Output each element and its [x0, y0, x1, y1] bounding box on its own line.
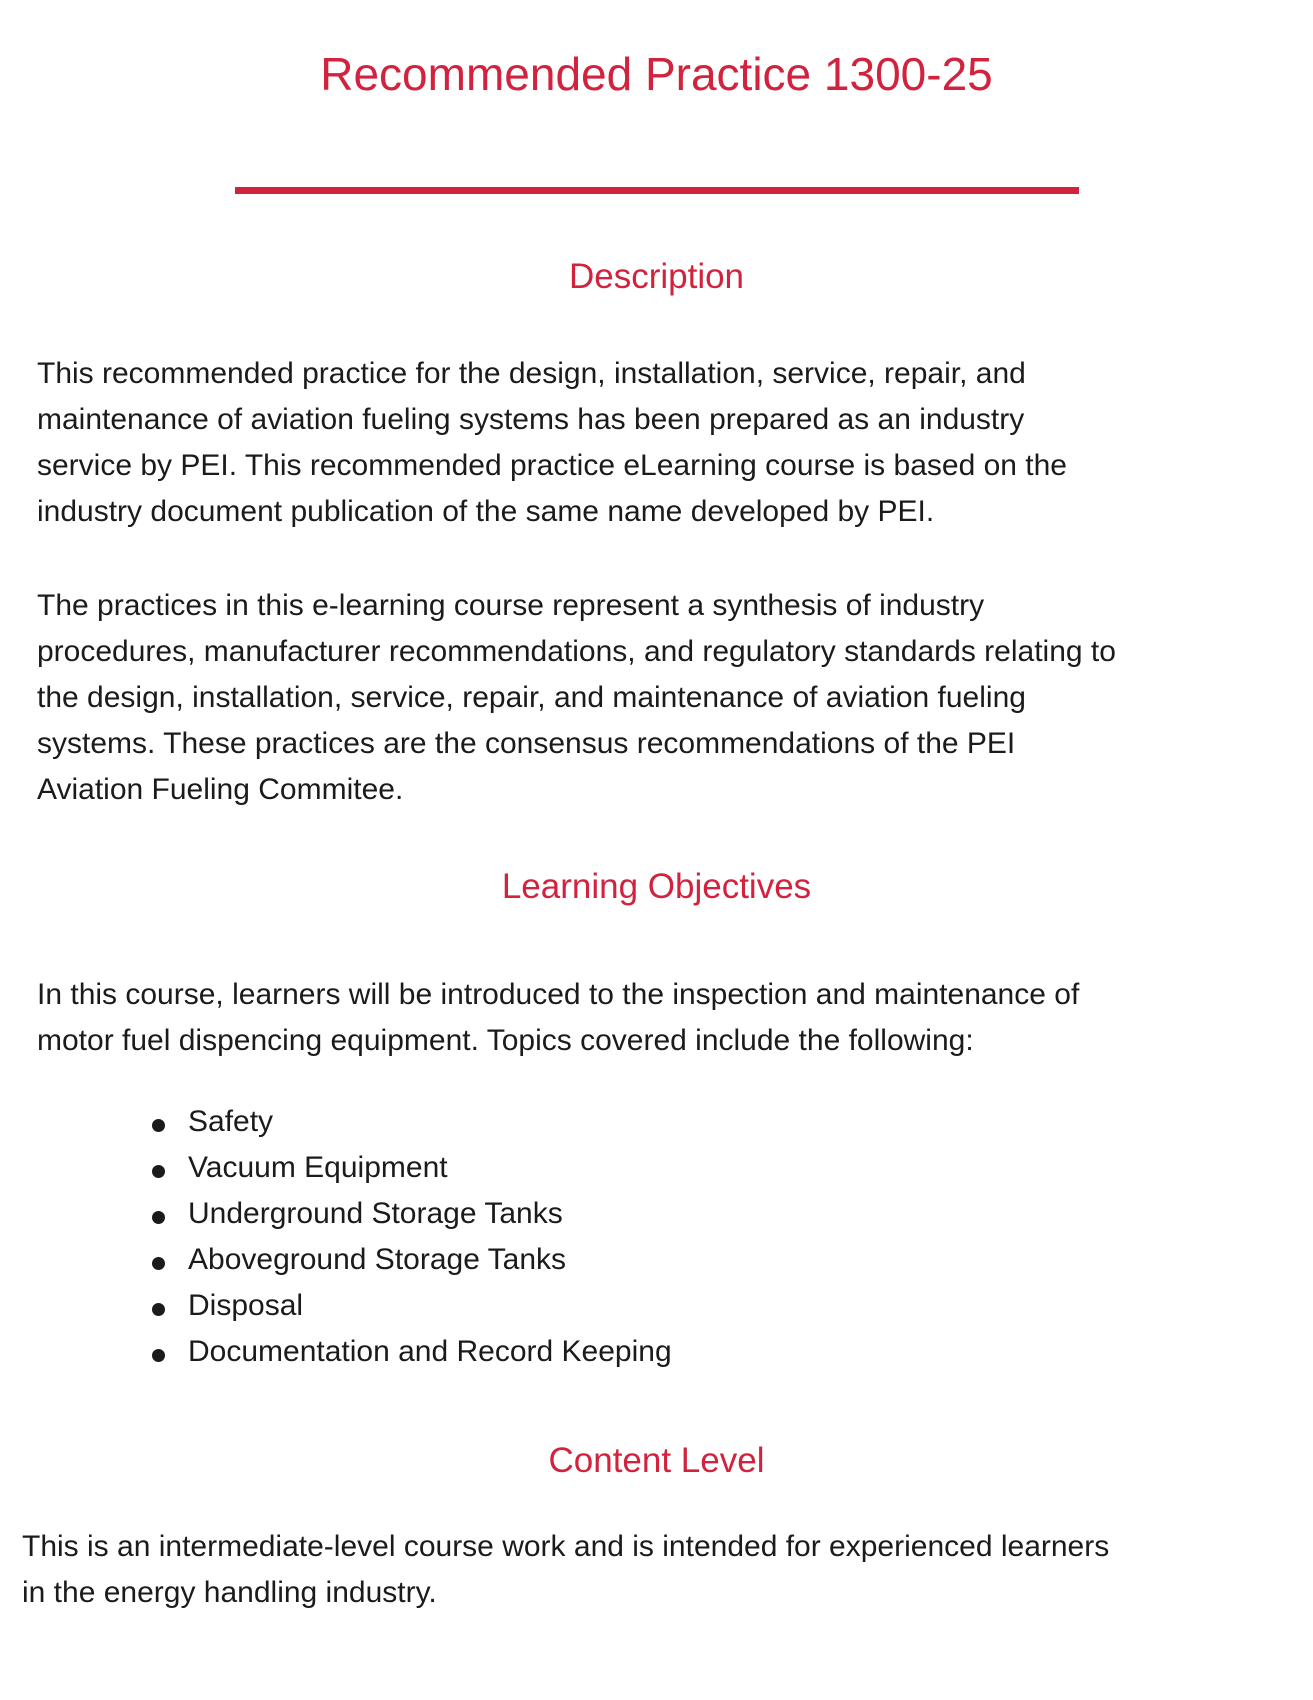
- bullet-icon: [152, 1211, 165, 1224]
- description-paragraph-2: [0, 583, 1313, 813]
- topics-list: [0, 1099, 1313, 1375]
- text-line: maintenance of aviation fueling systems has been prepared as an industry: [37, 403, 1025, 436]
- content-level-paragraph: [0, 1524, 1313, 1616]
- learning-objectives-intro-paragraph: [0, 972, 1313, 1064]
- bullet-icon: [152, 1119, 165, 1132]
- bullet-icon: [152, 1349, 165, 1362]
- bullet-icon: [152, 1257, 165, 1270]
- list-item-label: Underground Storage Tanks: [188, 1197, 563, 1230]
- text-line: The practices in this e-learning course represent a synthesis of industry: [37, 589, 985, 622]
- text-line: Aviation Fueling Commitee.: [37, 773, 404, 806]
- text-line: systems. These practices are the consensus recommendations of the PEI: [37, 727, 1016, 760]
- text-line: In this course, learners will be introduced to the inspection and maintenance of: [37, 978, 1080, 1011]
- text-line: This is an intermediate-level course work and is intended for experienced learners: [22, 1530, 1110, 1563]
- text-line: in the energy handling industry.: [22, 1576, 437, 1609]
- section-heading-description: Description: [568, 257, 745, 296]
- list-item-label: Aboveground Storage Tanks: [188, 1243, 567, 1276]
- list-item-label: Disposal: [188, 1289, 304, 1322]
- list-item: [0, 1283, 1313, 1329]
- list-item: [0, 1237, 1313, 1283]
- list-item: [0, 1145, 1313, 1191]
- section-heading-learning-objectives: Learning Objectives: [501, 867, 812, 906]
- divider-rule: [235, 187, 1079, 194]
- section-heading-content-level: Content Level: [548, 1441, 765, 1480]
- list-item: [0, 1191, 1313, 1237]
- list-item-label: Vacuum Equipment: [188, 1151, 448, 1184]
- text-line: This recommended practice for the design, installation, service, repair, and: [37, 357, 1026, 390]
- bullet-icon: [152, 1165, 165, 1178]
- description-paragraph-1: [0, 351, 1313, 535]
- text-line: procedures, manufacturer recommendations, and regulatory standards relating to: [37, 635, 1116, 668]
- text-line: service by PEI. This recommended practice eLearning course is based on the: [37, 449, 1067, 482]
- list-item: [0, 1099, 1313, 1145]
- page-title: Recommended Practice 1300-25: [320, 48, 993, 100]
- text-line: the design, installation, service, repair, and maintenance of aviation fueling: [37, 681, 1026, 714]
- text-line: industry document publication of the same name developed by PEI.: [37, 495, 935, 528]
- list-item-label: Safety: [188, 1105, 274, 1138]
- list-item-label: Documentation and Record Keeping: [188, 1335, 672, 1368]
- bullet-icon: [152, 1303, 165, 1316]
- list-item: [0, 1329, 1313, 1375]
- text-line: motor fuel dispencing equipment. Topics covered include the following:: [37, 1024, 974, 1057]
